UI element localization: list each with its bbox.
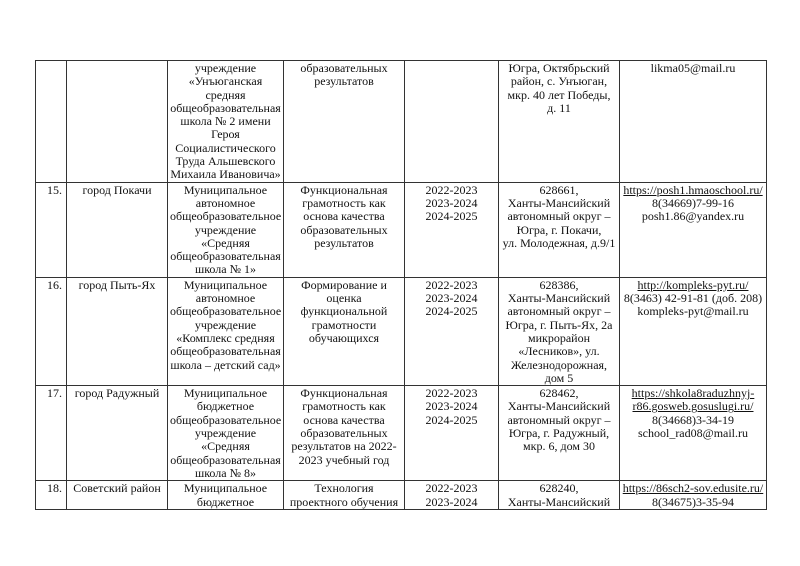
institution-text: общеобразовательная	[170, 249, 281, 264]
cell-num	[36, 386, 67, 481]
table-row	[36, 481, 767, 510]
municipality-text: город Пыть-Ях	[78, 277, 156, 292]
institution-text: Муниципальное	[183, 182, 268, 197]
institution-text: «Унъюганская	[188, 74, 263, 89]
institution-text: учреждение	[194, 317, 257, 332]
years-text: 2023-2024	[425, 291, 478, 306]
cell-municipality	[67, 481, 168, 510]
address-text: Югра, г. Пыть-Ях, 2а	[505, 317, 613, 332]
topic-text: основа качества	[303, 412, 385, 427]
table-row	[36, 182, 767, 277]
institution-text: «Средняя	[201, 235, 250, 250]
topic-text: 2023 учебный год	[298, 452, 390, 467]
institution-text: Муниципальное	[183, 277, 268, 292]
institution-text: Героя	[211, 127, 240, 142]
cell-contacts	[620, 481, 767, 510]
schools-table	[35, 60, 767, 510]
cell-municipality	[67, 277, 168, 385]
address-text: Югра, Октябрьский	[508, 61, 610, 75]
contact-text: kompleks-pyt@mail.ru	[637, 304, 749, 319]
address-text: мкр. 40 лет Победы,	[507, 87, 611, 102]
municipality-text: Советский район	[73, 481, 161, 496]
institution-text: Муниципальное	[183, 481, 268, 496]
cell-contacts	[620, 61, 767, 183]
num-text: 18.	[47, 481, 62, 496]
institution-text: Михаила Ивановича»	[170, 167, 281, 182]
municipality-text: город Покачи	[82, 182, 152, 197]
num-text: 16.	[47, 277, 62, 292]
address-text: 628240,	[539, 481, 579, 496]
institution-text: общеобразовательное	[170, 209, 282, 224]
website-link[interactable]: http://kompleks-pyt.ru/	[637, 277, 749, 292]
address-text: автономный округ –	[507, 209, 611, 224]
address-text: 628386,	[539, 277, 579, 292]
cell-municipality	[67, 386, 168, 481]
cell-institution	[168, 386, 284, 481]
institution-text: школа № 1»	[194, 262, 257, 277]
cell-num	[36, 481, 67, 510]
address-text: район, с. Унъюган,	[510, 74, 608, 89]
cell-years	[405, 386, 499, 481]
institution-text: бюджетное	[196, 399, 255, 414]
institution-text: Труда Альшевского	[175, 154, 276, 169]
topic-text: оценка	[326, 291, 362, 306]
cell-contacts	[620, 386, 767, 481]
contact-text: likma05@mail.ru	[650, 61, 736, 75]
institution-text: общеобразовательная	[170, 344, 281, 359]
institution-text: школа № 8»	[194, 465, 257, 480]
cell-address	[499, 386, 620, 481]
topic-text: образовательных	[300, 426, 388, 441]
cell-num	[36, 182, 67, 277]
institution-text: бюджетное	[196, 494, 255, 509]
topic-text: грамотность как	[302, 195, 386, 210]
institution-text: общеобразовательное	[170, 304, 282, 319]
years-text: 2024-2025	[425, 412, 478, 427]
institution-text: Социалистического	[175, 140, 276, 155]
cell-address	[499, 481, 620, 510]
years-text: 2022-2023	[425, 182, 478, 197]
institution-text: общеобразовательная	[170, 452, 281, 467]
address-text: «Лесников», ул.	[518, 344, 600, 359]
cell-num	[36, 277, 67, 385]
topic-text: грамотности	[311, 317, 377, 332]
cell-contacts	[620, 277, 767, 385]
address-text: дом 5	[544, 370, 574, 385]
address-text: д. 11	[547, 100, 571, 115]
address-text: мкр. 6, дом 30	[523, 439, 595, 454]
topic-text: Функциональная	[300, 182, 388, 197]
topic-text: образовательных	[300, 61, 388, 75]
website-link[interactable]: https://shkola8raduzhnyj-	[631, 386, 755, 401]
institution-text: «Средняя	[201, 439, 250, 454]
address-text: Югра, г. Покачи,	[516, 222, 602, 237]
address-text: Ханты-Мансийский	[507, 494, 611, 509]
topic-text: основа качества	[303, 209, 385, 224]
cell-topic	[284, 481, 405, 510]
topic-text: результатов	[314, 74, 374, 89]
institution-text: «Комплекс средняя	[176, 330, 275, 345]
address-text: Югра, г. Радужный,	[508, 426, 610, 441]
cell-institution	[168, 277, 284, 385]
years-text: 2022-2023	[425, 386, 478, 401]
municipality-text: город Радужный	[74, 386, 160, 401]
institution-text: средняя	[205, 87, 246, 102]
institution-text: учреждение	[194, 426, 257, 441]
cell-municipality	[67, 61, 168, 183]
institution-text: учреждение	[194, 222, 257, 237]
years-text: 2023-2024	[425, 195, 478, 210]
address-text: 628462,	[539, 386, 579, 401]
cell-topic	[284, 386, 405, 481]
cell-address	[499, 277, 620, 385]
institution-text: школа – детский сад»	[170, 357, 281, 372]
cell-years	[405, 182, 499, 277]
years-text: 2022-2023	[425, 481, 478, 496]
contact-text: school_rad08@mail.ru	[637, 426, 749, 441]
institution-text: общеобразовательная	[170, 100, 281, 115]
topic-text: обучающихся	[308, 330, 380, 345]
address-text: Железнодорожная,	[510, 357, 608, 372]
topic-text: Технология	[314, 481, 374, 496]
address-text: Ханты-Мансийский	[507, 195, 611, 210]
years-text: 2023-2024	[425, 399, 478, 414]
years-text: 2024-2025	[425, 209, 478, 224]
institution-text: школа № 2 имени	[180, 114, 271, 129]
institution-text: общеобразовательное	[170, 412, 282, 427]
cell-institution	[168, 61, 284, 183]
topic-text: образовательных	[300, 222, 388, 237]
contact-text: 8(34669)7-99-16	[652, 195, 734, 210]
address-text: ул. Молодежная, д.9/1	[502, 235, 616, 250]
cell-institution	[168, 481, 284, 510]
cell-topic	[284, 277, 405, 385]
address-text: микрорайон	[527, 330, 590, 345]
years-text: 2022-2023	[425, 277, 478, 292]
institution-text: автономное	[195, 195, 256, 210]
topic-text: результатов на 2022-	[291, 439, 397, 454]
address-text: Ханты-Мансийский	[507, 291, 611, 306]
topic-text: функциональной	[300, 304, 388, 319]
institution-text: Муниципальное	[183, 386, 268, 401]
website-link[interactable]: https://86sch2-sov.edusite.ru/	[622, 481, 764, 496]
years-text: 2023-2024	[425, 494, 478, 509]
cell-num	[36, 61, 67, 183]
years-text: 2024-2025	[425, 304, 478, 319]
topic-text: проектного обучения	[289, 494, 399, 509]
contact-text: 8(34668)3-34-19	[652, 412, 734, 427]
cell-topic	[284, 182, 405, 277]
table-row	[36, 61, 767, 183]
cell-years	[405, 481, 499, 510]
topic-text: грамотность как	[302, 399, 386, 414]
num-text: 15.	[47, 182, 62, 197]
table-row	[36, 277, 767, 385]
table-row	[36, 386, 767, 481]
contact-text: posh1.86@yandex.ru	[641, 209, 745, 224]
website-link[interactable]: r86.gosweb.gosuslugi.ru/	[632, 399, 754, 414]
contact-text: 8(34675)3-35-94	[652, 494, 734, 509]
topic-text: результатов	[314, 235, 374, 250]
website-link[interactable]: https://posh1.hmaoschool.ru/	[623, 182, 763, 197]
institution-text: учреждение	[194, 61, 257, 75]
cell-years	[405, 277, 499, 385]
topic-text: Функциональная	[300, 386, 388, 401]
cell-topic	[284, 61, 405, 183]
cell-address	[499, 61, 620, 183]
cell-municipality	[67, 182, 168, 277]
contact-text: 8(3463) 42-91-81 (доб. 208)	[623, 291, 763, 306]
cell-institution	[168, 182, 284, 277]
institution-text: автономное	[195, 291, 256, 306]
cell-contacts	[620, 182, 767, 277]
cell-address	[499, 182, 620, 277]
cell-years	[405, 61, 499, 183]
topic-text: Формирование и	[301, 277, 387, 292]
address-text: 628661,	[539, 182, 579, 197]
address-text: автономный округ –	[507, 412, 611, 427]
address-text: Ханты-Мансийский	[507, 399, 611, 414]
num-text: 17.	[47, 386, 62, 401]
address-text: автономный округ –	[507, 304, 611, 319]
